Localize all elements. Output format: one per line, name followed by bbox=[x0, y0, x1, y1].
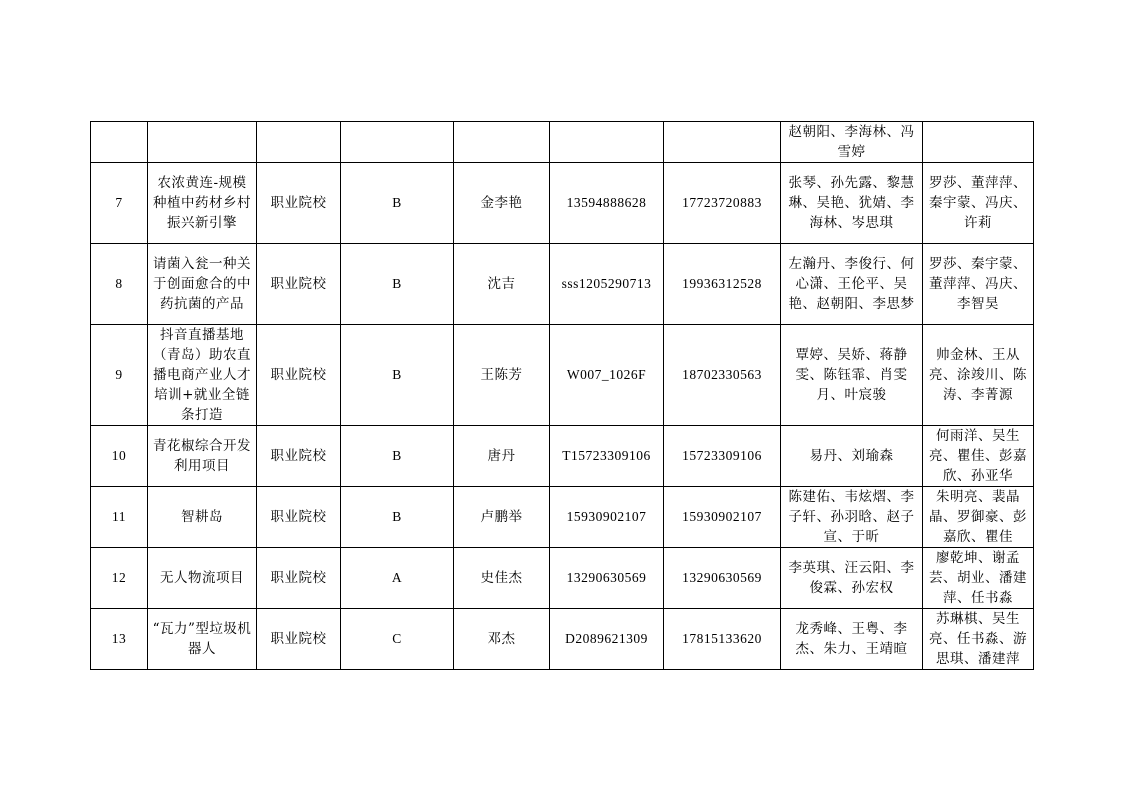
row-number: 13 bbox=[91, 609, 148, 670]
members: 左瀚丹、李俊行、何心潇、王伦平、吴艳、赵朝阳、李思梦 bbox=[781, 244, 923, 325]
row-number: 11 bbox=[91, 487, 148, 548]
category: 职业院校 bbox=[257, 548, 341, 609]
members: 赵朝阳、李海林、冯雪婷 bbox=[781, 122, 923, 163]
group: C bbox=[341, 609, 454, 670]
project-name: 青花椒综合开发利用项目 bbox=[148, 426, 257, 487]
group: A bbox=[341, 548, 454, 609]
advisors: 罗莎、董萍萍、秦宇蒙、冯庆、许莉 bbox=[923, 163, 1034, 244]
group: B bbox=[341, 426, 454, 487]
project-name bbox=[148, 122, 257, 163]
leader: 史佳杰 bbox=[454, 548, 550, 609]
advisors: 廖乾坤、谢孟芸、胡业、潘建萍、任书淼 bbox=[923, 548, 1034, 609]
leader: 沈吉 bbox=[454, 244, 550, 325]
category: 职业院校 bbox=[257, 325, 341, 426]
account: 13290630569 bbox=[550, 548, 664, 609]
members: 李英琪、汪云阳、李俊霖、孙宏权 bbox=[781, 548, 923, 609]
row-number: 8 bbox=[91, 244, 148, 325]
members: 覃婷、吴娇、蒋静雯、陈钰霏、肖雯月、叶宸骏 bbox=[781, 325, 923, 426]
project-name: 抖音直播基地（青岛）助农直播电商产业人才培训+就业全链条打造 bbox=[148, 325, 257, 426]
leader: 王陈芳 bbox=[454, 325, 550, 426]
project-name: 农浓黄连-规模种植中药材乡村振兴新引擎 bbox=[148, 163, 257, 244]
category bbox=[257, 122, 341, 163]
table-row bbox=[91, 609, 1034, 670]
phone: 17723720883 bbox=[664, 163, 781, 244]
advisors: 苏琳棋、吴生亮、任书淼、游思琪、潘建萍 bbox=[923, 609, 1034, 670]
project-name: “瓦力”型垃圾机器人 bbox=[148, 609, 257, 670]
project-table bbox=[90, 121, 1034, 670]
members: 易丹、刘瑜森 bbox=[781, 426, 923, 487]
advisors bbox=[923, 122, 1034, 163]
account: sss1205290713 bbox=[550, 244, 664, 325]
phone: 17815133620 bbox=[664, 609, 781, 670]
category: 职业院校 bbox=[257, 163, 341, 244]
phone: 15930902107 bbox=[664, 487, 781, 548]
project-name: 无人物流项目 bbox=[148, 548, 257, 609]
phone: 15723309106 bbox=[664, 426, 781, 487]
group: B bbox=[341, 325, 454, 426]
table-row bbox=[91, 325, 1034, 426]
table-row bbox=[91, 487, 1034, 548]
leader bbox=[454, 122, 550, 163]
table-row bbox=[91, 163, 1034, 244]
phone: 19936312528 bbox=[664, 244, 781, 325]
advisors: 朱明亮、裴晶晶、罗御豪、彭嘉欣、瞿佳 bbox=[923, 487, 1034, 548]
members: 张琴、孙先露、黎慧琳、吴艳、犹婧、李海林、岑思琪 bbox=[781, 163, 923, 244]
advisors: 帅金林、王从亮、涂竣川、陈涛、李菁源 bbox=[923, 325, 1034, 426]
table-row bbox=[91, 426, 1034, 487]
row-number: 7 bbox=[91, 163, 148, 244]
row-number bbox=[91, 122, 148, 163]
phone: 18702330563 bbox=[664, 325, 781, 426]
leader: 邓杰 bbox=[454, 609, 550, 670]
account: D2089621309 bbox=[550, 609, 664, 670]
project-name: 请菌入瓮一种关于创面愈合的中药抗菌的产品 bbox=[148, 244, 257, 325]
account: 13594888628 bbox=[550, 163, 664, 244]
leader: 金李艳 bbox=[454, 163, 550, 244]
phone bbox=[664, 122, 781, 163]
category: 职业院校 bbox=[257, 609, 341, 670]
category: 职业院校 bbox=[257, 244, 341, 325]
account: 15930902107 bbox=[550, 487, 664, 548]
row-number: 10 bbox=[91, 426, 148, 487]
account: T15723309106 bbox=[550, 426, 664, 487]
leader: 唐丹 bbox=[454, 426, 550, 487]
row-number: 12 bbox=[91, 548, 148, 609]
account bbox=[550, 122, 664, 163]
advisors: 何雨洋、吴生亮、瞿佳、彭嘉欣、孙亚华 bbox=[923, 426, 1034, 487]
row-number: 9 bbox=[91, 325, 148, 426]
members: 龙秀峰、王粤、李杰、朱力、王靖暄 bbox=[781, 609, 923, 670]
group: B bbox=[341, 487, 454, 548]
category: 职业院校 bbox=[257, 487, 341, 548]
members: 陈建佑、韦炫熠、李子轩、孙羽晗、赵子宣、于昕 bbox=[781, 487, 923, 548]
group: B bbox=[341, 163, 454, 244]
table-row bbox=[91, 122, 1034, 163]
group: B bbox=[341, 244, 454, 325]
account: W007_1026F bbox=[550, 325, 664, 426]
group bbox=[341, 122, 454, 163]
leader: 卢鹏举 bbox=[454, 487, 550, 548]
category: 职业院校 bbox=[257, 426, 341, 487]
table-row bbox=[91, 548, 1034, 609]
table-row bbox=[91, 244, 1034, 325]
project-name: 智耕岛 bbox=[148, 487, 257, 548]
advisors: 罗莎、秦宇蒙、董萍萍、冯庆、李智昊 bbox=[923, 244, 1034, 325]
phone: 13290630569 bbox=[664, 548, 781, 609]
